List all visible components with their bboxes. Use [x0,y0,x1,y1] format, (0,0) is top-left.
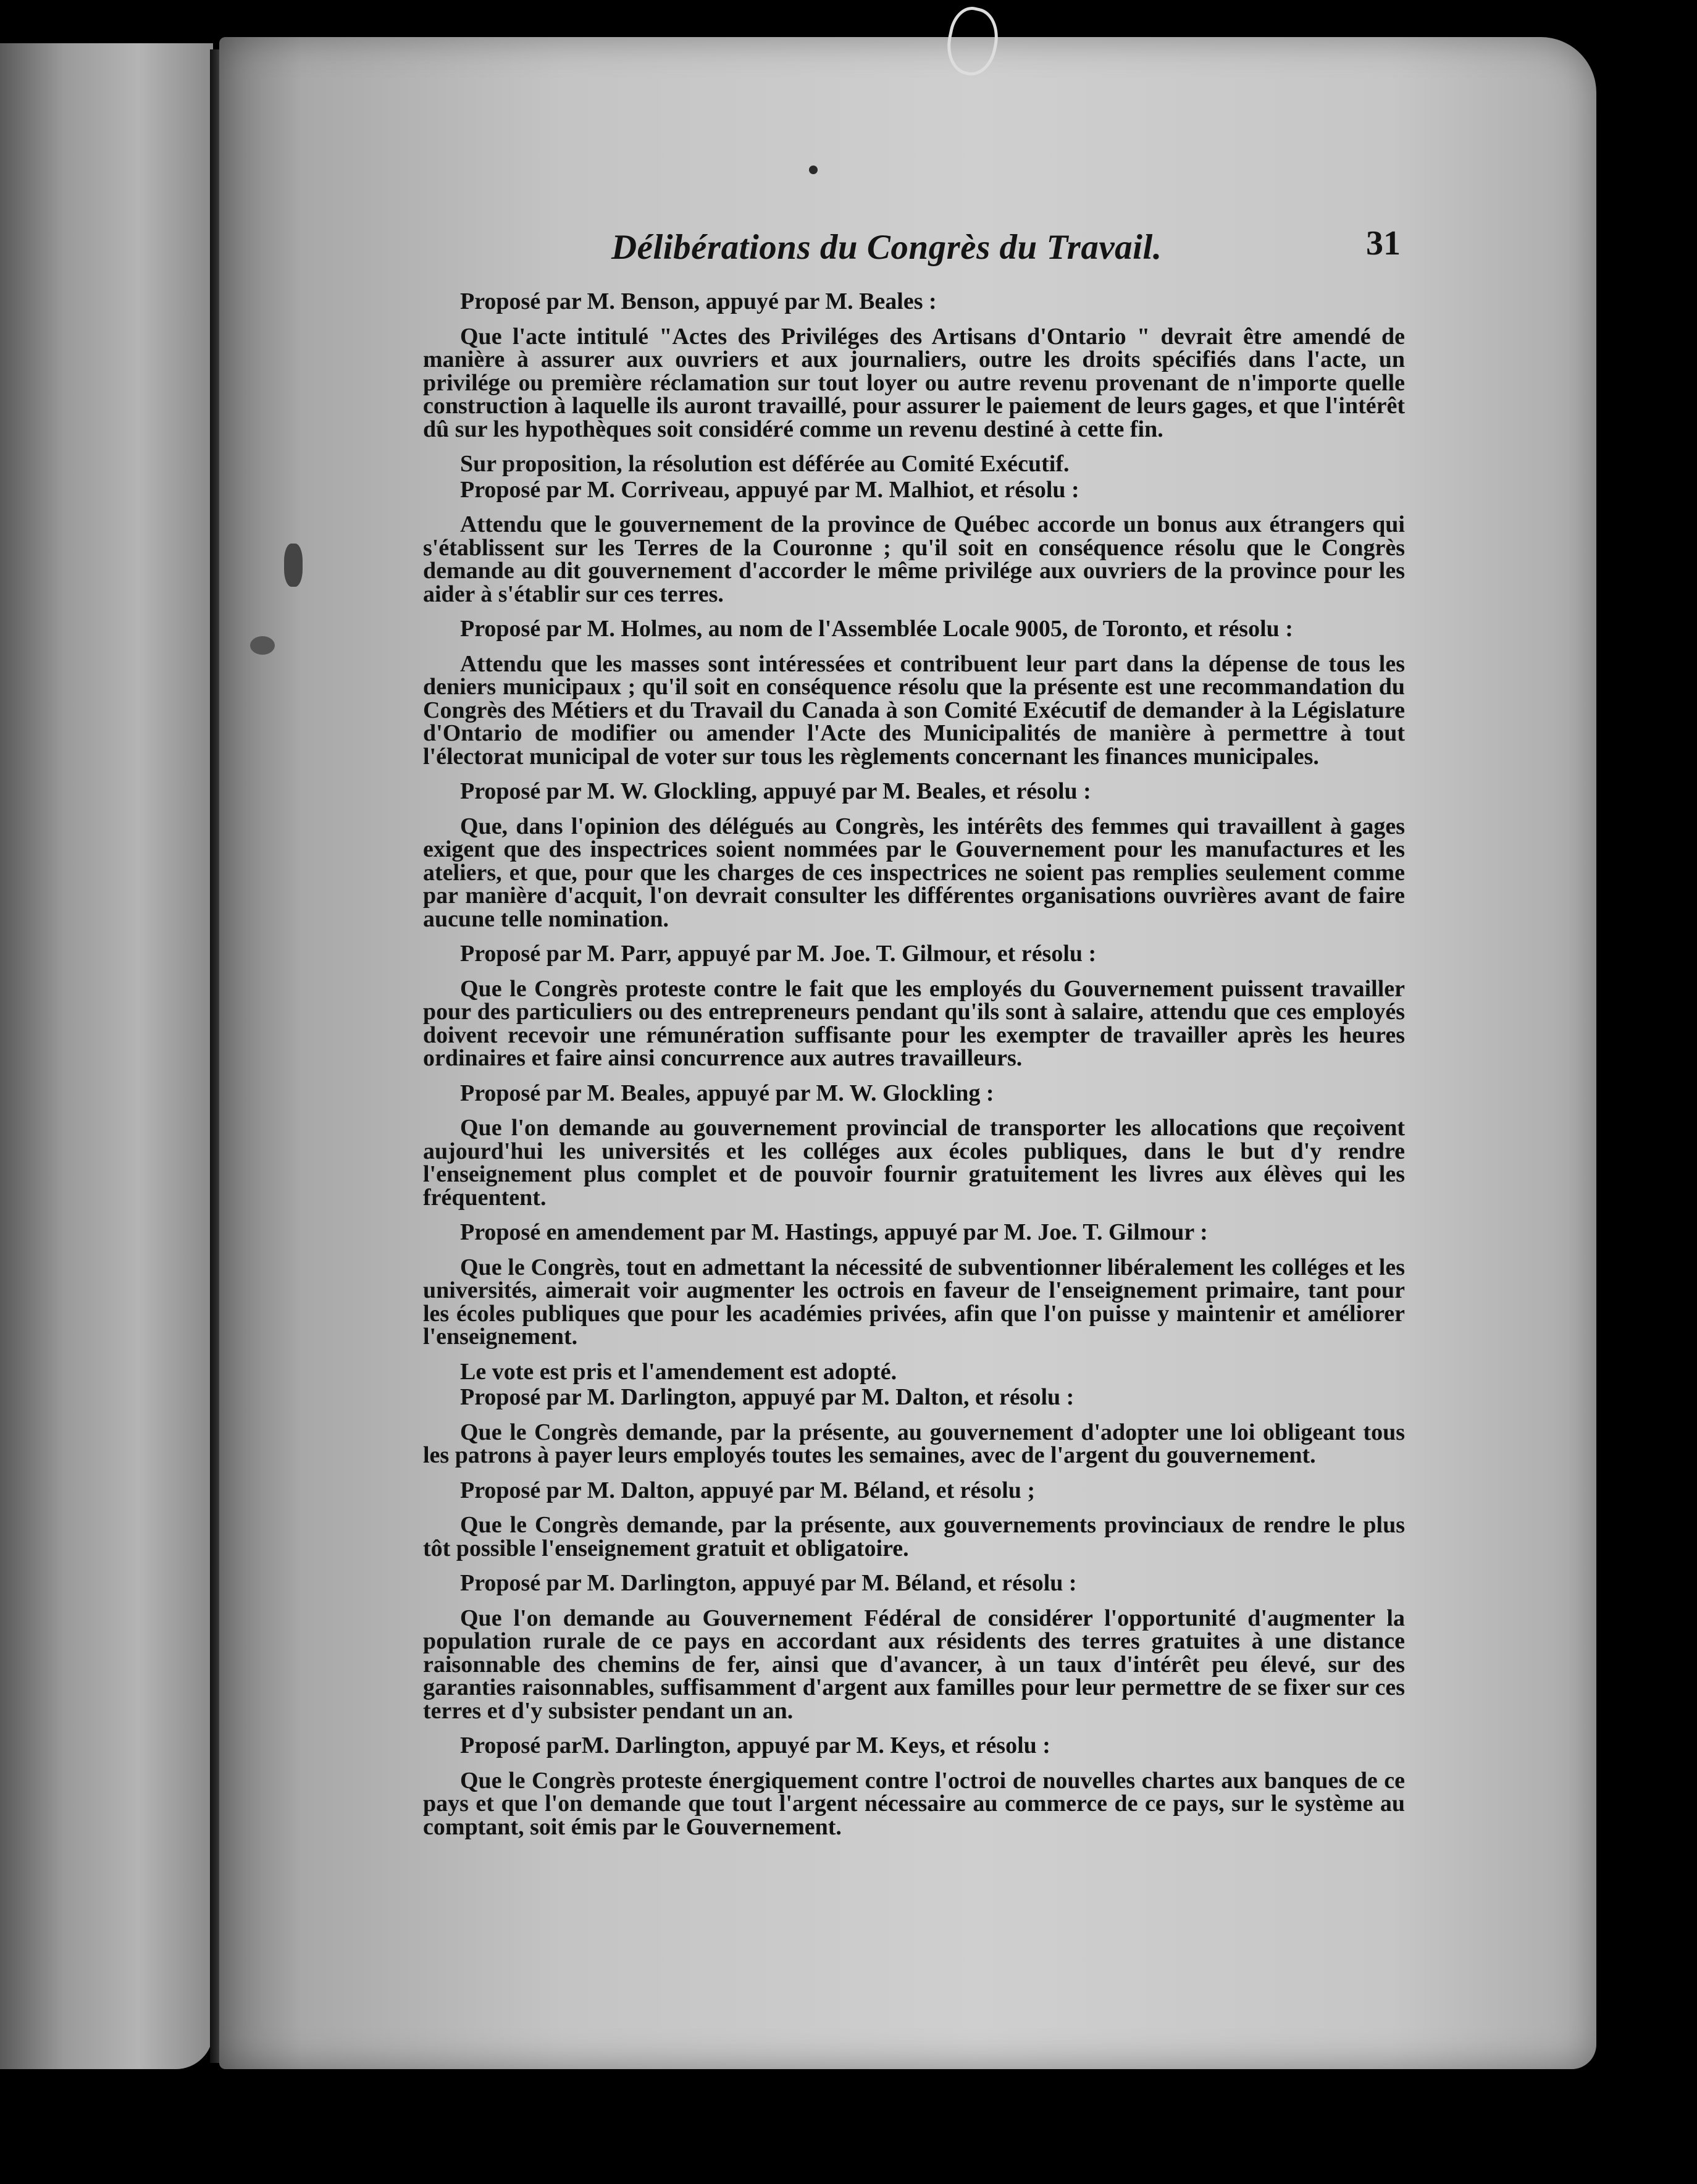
resolution-paragraph: Que l'on demande au gouvernement provincial de transporter les allocations que reçoivent aujourd'hui les universités et les colléges aux écoles publiques, dans le but d'y rendre l'enseignement plus complet et de pouvoir fournir gratuitement les livres aux élèves qui les fréquentent. [423,1115,1405,1211]
resolution-paragraph: Attendu que les masses sont intéressées et contribuent leur part dans la dépense de tous les deniers municipaux ; qu'il soit en conséquence résolu que la présente est une recommandation du Congrès des Métiers et du Travail du Canada à son Comité Exécutif de demander à la Législature d'Ontario de modifier ou amender l'Acte des Municipalités de manière à permettre à tout l'électorat municipal de voter sur tous les règlements concernant les finances municipales. [423,650,1405,770]
ink-speck [809,166,818,174]
proposal-line: Proposé par M. Holmes, au nom de l'Assemblée Locale 9005, de Toronto, et résolu : [460,616,1293,642]
proposal-line: Proposé par M. W. Glockling, appuyé par M. Beales, et résolu : [460,778,1091,804]
proposal-line: Proposé par M. Corriveau, appuyé par M. Malhiot, et résolu : [460,476,1079,503]
resolution-paragraph: Attendu que le gouvernement de la province de Québec accorde un bonus aux étrangers qui s'établissent sur les Terres de la Couronne ; qu'il soit en conséquence résolu que le Congrès demande au dit gouvernement d'accorder le même privilége aux ouvriers de la province pour les aider à s'établir sur ces terres. [423,511,1405,607]
proposal-line: Proposé par M. Benson, appuyé par M. Beales : [460,288,937,314]
proposal-line: Sur proposition, la résolution est déférée au Comité Exécutif. [460,451,1070,477]
proposal-line: Proposé en amendement par M. Hastings, appuyé par M. Joe. T. Gilmour : [460,1219,1208,1245]
resolution-paragraph: Que, dans l'opinion des délégués au Congrès, les intérêts des femmes qui travaillent à gages exigent que des inspectrices soient nommées par le Gouvernement pour les manufactures et les ateliers, et que, pour que les charges de ces inspectrices ne soient pas remplies seulement comme par manière d'acquit, l'on devrait consulter les différentes organisations ouvrières avant de faire aucune telle nomination. [423,813,1405,932]
page-body [423,290,1405,1850]
resolution-paragraph: Que le Congrès demande, par la présente, au gouvernement d'adopter une loi obligeant tous les patrons à payer leurs employés toutes les semaines, avec de l'argent du gouvernement. [423,1419,1405,1468]
previous-page-edge [0,43,213,2069]
resolution-paragraph: Que le Congrès demande, par la présente, aux gouvernements provinciaux de rendre le plus tôt possible l'enseignement gratuit et obligatoire. [423,1512,1405,1561]
resolution-paragraph: Que l'acte intitulé "Actes des Priviléges des Artisans d'Ontario " devrait être amendé de manière à assurer aux ouvriers et aux journaliers, outre les droits spécifiés dans l'acte, un privilége ou première réclamation sur tout loyer ou autre revenu provenant de n'importe quelle construction à laquelle ils auront travaillé, pour assurer le paiement de leurs gages, et que l'intérêt dû sur les hypothèques soit considéré comme un revenu destiné à cette fin. [423,323,1405,442]
proposal-line: Proposé par M. Beales, appuyé par M. W. Glockling : [460,1080,994,1106]
proposal-line: Proposé par M. Darlington, appuyé par M. Béland, et résolu : [460,1570,1077,1596]
page-blemish [250,636,275,655]
proposal-line: Proposé par M. Parr, appuyé par M. Joe. T. Gilmour, et résolu : [460,941,1097,967]
proposal-line: Le vote est pris et l'amendement est adopté. [460,1358,897,1385]
resolution-paragraph: Que le Congrès, tout en admettant la nécessité de subventionner libéralement les colléges et les universités, aimerait voir augmenter les octrois en faveur de l'enseignement primaire, tant pour les écoles publiques que pour les académies privées, afin que l'on puisse y maintenir et améliorer l'enseignement. [423,1254,1405,1350]
proposal-line: Proposé par M. Darlington, appuyé par M. Dalton, et résolu : [460,1384,1075,1410]
page-blemish [284,544,303,587]
page-number: 31 [1366,224,1401,262]
resolution-paragraph: Que l'on demande au Gouvernement Fédéral de considérer l'opportunité d'augmenter la population rurale de ce pays en accordant aux résidents des terres gratuites à une distance raisonnable des chemins de fer, ainsi que d'avancer, à un taux d'intérêt peu élevé, sur des garanties raisonnables, suffisamment d'argent aux familles pour leur permettre de se fixer sur ces terres et d'y subsister pendant un an. [423,1605,1405,1724]
running-title: Délibérations du Congrès du Travail. [611,228,1162,267]
resolution-paragraph: Que le Congrès proteste contre le fait que les employés du Gouvernement puissent travailler pour des particuliers ou des entrepreneurs pendant qu'ils sont à salaire, attendu que ces employés doivent recevoir une rémunération suffisante pour les exempter de travailler après les heures ordinaires et faire ainsi concurrence aux autres travailleurs. [423,975,1405,1071]
resolution-paragraph: Que le Congrès proteste énergiquement contre l'octroi de nouvelles chartes aux banques de ce pays et que l'on demande que tout l'argent nécessaire au commerce de ce pays, sur le système au comptant, soit émis par le Gouvernement. [423,1767,1405,1840]
scan-border [1596,37,1697,2069]
proposal-line: Proposé parM. Darlington, appuyé par M. Keys, et résolu : [460,1732,1050,1758]
proposal-line: Proposé par M. Dalton, appuyé par M. Béland, et résolu ; [460,1477,1036,1503]
